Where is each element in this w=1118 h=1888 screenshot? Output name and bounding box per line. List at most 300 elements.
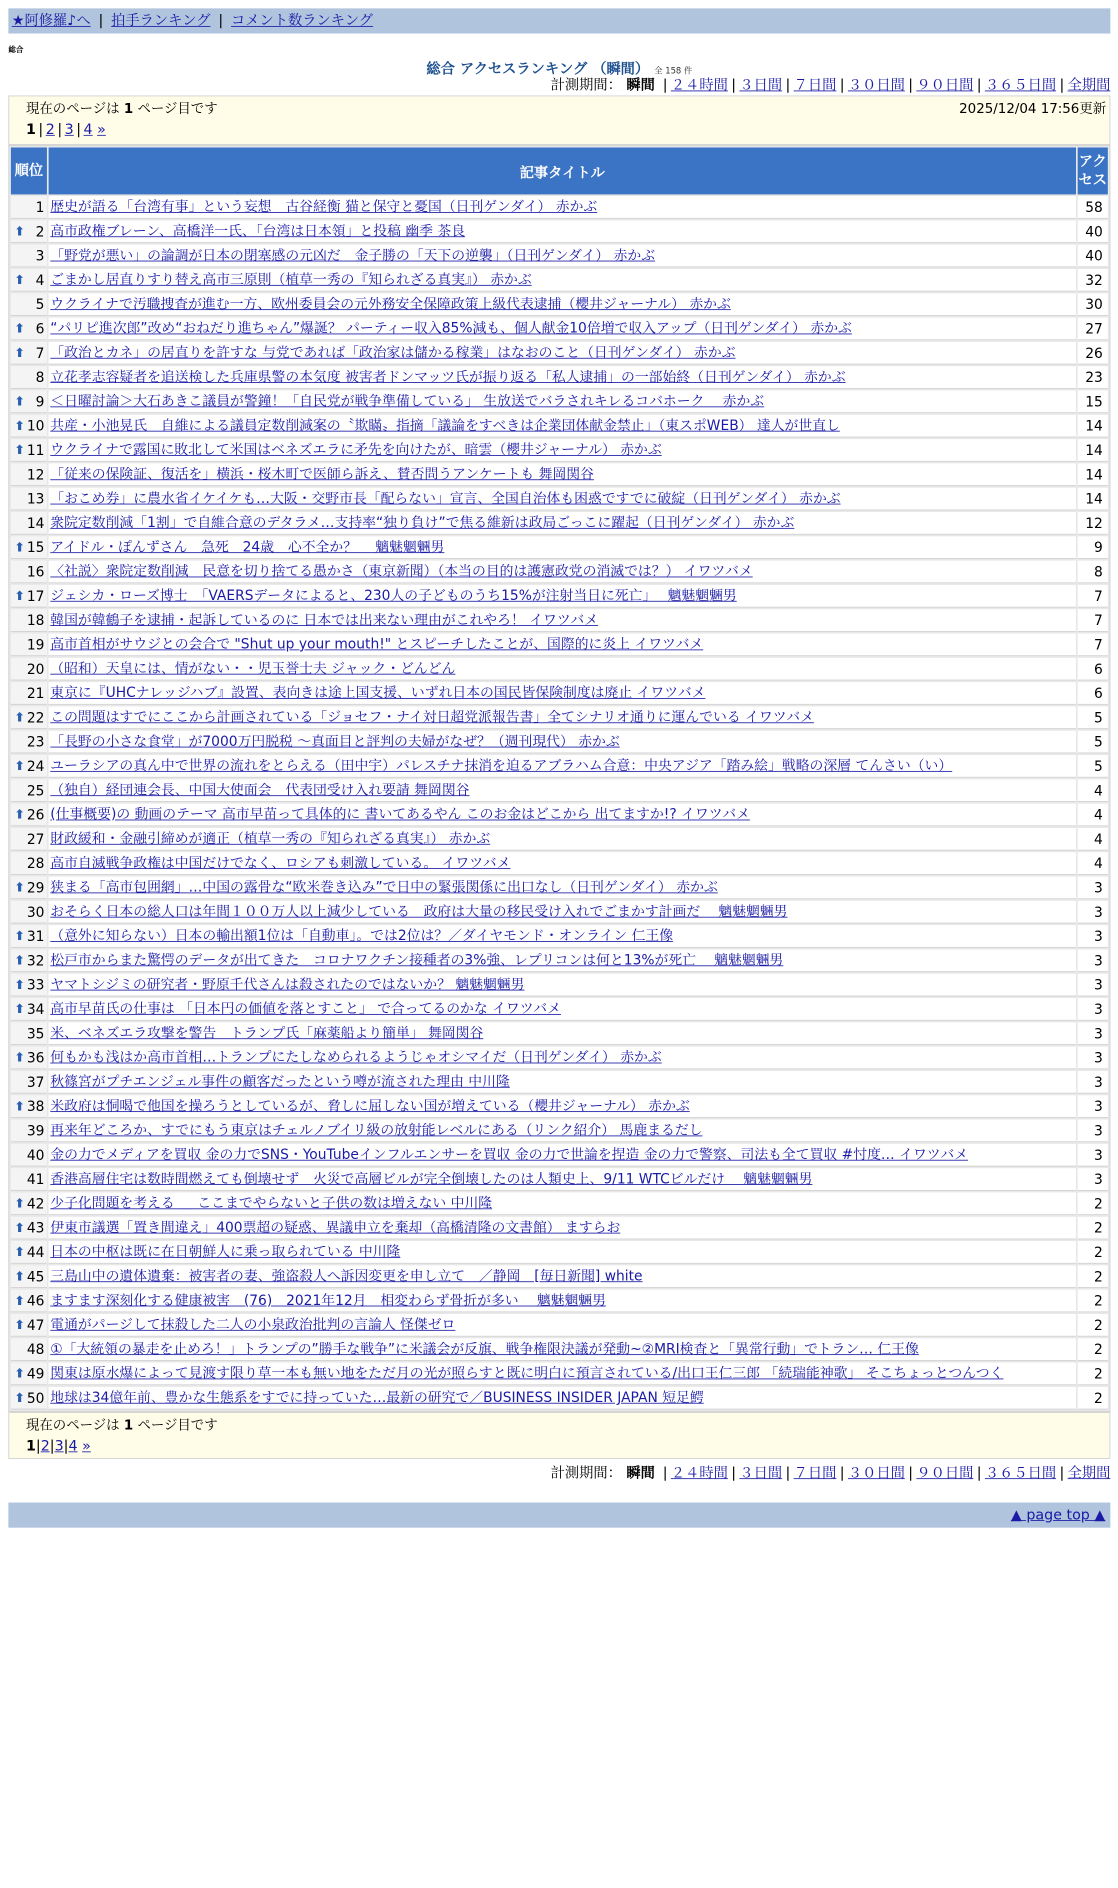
access-count: 3 [1078,1120,1108,1143]
access-count: 40 [1078,220,1108,243]
up-arrow-icon: ⬆ [14,1390,25,1406]
access-count: 4 [1078,828,1108,851]
article-link[interactable]: ジェシカ・ローズ博士 「VAERSデータによると、230人の子どものうち15%が注射当日に死亡」 魑魅魍魎男 [50,587,737,604]
up-arrow-icon: ⬆ [14,418,25,434]
article-link[interactable]: ＜日曜討論＞大石あきこ議員が警鐘！「自民党が戦争準備している」 生放送でバラされキレるコバホーク 赤かぶ [50,393,765,409]
up-arrow-icon: ⬆ [14,1317,25,1333]
access-count: 3 [1078,1168,1108,1191]
title-cell [49,1047,1076,1070]
title-cell [49,220,1076,243]
rank-cell [11,512,47,535]
table-row [11,658,1108,681]
page-info-bottom [8,1412,1110,1459]
title-cell [49,585,1076,608]
rank-number: 43 [26,1219,45,1236]
rank-number: 19 [26,636,45,653]
rank-number: 14 [26,514,45,531]
table-row [11,682,1108,705]
period-link[interactable]: ３６５日間 [984,77,1057,94]
access-count: 2 [1078,1192,1108,1215]
title-cell [49,439,1076,462]
article-link[interactable]: 高市首相がサウジとの会合で "Shut up your mouth!" とスピーチしたことが、国際的に炎上 イワツバメ [50,636,704,652]
pager-separator: | [49,1438,55,1455]
rank-number: 6 [35,320,45,337]
rank-number: 28 [26,855,45,872]
title-cell [49,463,1076,486]
up-arrow-icon: ⬆ [14,879,25,895]
article-link[interactable]: 秋篠宮がプチエンジェル事件の顧客だったという噂が流された理由 中川隆 [50,1073,510,1090]
table-row [11,852,1108,875]
article-link[interactable]: “パリピ進次郎”改め“おねだり進ちゃん”爆誕？ パーティー収入85%減も、個人献金10倍増で収入アップ（日刊ゲンダイ） 赤かぶ [50,320,852,337]
table-row [11,949,1108,972]
title-cell [49,852,1076,875]
up-arrow-icon: ⬆ [14,952,25,968]
title-cell [49,245,1076,268]
rank-cell [11,901,47,924]
period-link[interactable]: ３日間 [739,1464,783,1482]
access-count: 14 [1078,415,1108,438]
period-link[interactable]: ３０日間 [847,1464,905,1482]
access-count: 15 [1078,391,1108,414]
table-row [11,196,1108,219]
rank-number: 22 [26,709,45,726]
access-count: 9 [1078,536,1108,559]
page-info-top [8,96,1110,145]
rank-cell [11,585,47,608]
table-row [11,269,1108,292]
article-link[interactable]: ウクライナで汚職捜査が進む一方、欧州委員会の元外務安全保障政策上級代表逮捕（櫻井ジャーナル） 赤かぶ [50,295,731,312]
title-cell [49,804,1076,827]
rank-number: 5 [35,296,45,313]
article-link[interactable]: 米政府は恫喝で他国を操ろうとしているが、脅しに屈しない国が増えている（櫻井ジャーナル） 赤かぶ [50,1097,690,1114]
table-row [11,998,1108,1021]
article-link[interactable]: ごまかし居直りすり替え高市三原則（植草一秀の『知られざる真実』） 赤かぶ [50,271,532,288]
period-separator: | [662,77,668,94]
period-link[interactable]: ７日間 [793,77,837,94]
table-row [11,463,1108,486]
article-link[interactable]: 米、ベネズエラ攻撃を警告 トランプ氏「麻薬船より簡単」 舞岡関谷 [50,1024,484,1041]
rank-cell [11,998,47,1021]
access-count: 58 [1078,196,1108,219]
period-link[interactable]: ３０日間 [847,77,905,94]
pager-next-link[interactable]: » [97,121,106,139]
table-row [11,585,1108,608]
article-link[interactable]: 「政治とカネ」の居直りを許すな 与党であれば「政治家は儲かる稼業」はなおのこと（日刊ゲンダイ） 赤かぶ [50,344,736,361]
table-row [11,634,1108,657]
rank-number: 23 [26,733,45,750]
article-link[interactable]: 地球は34億年前、豊かな生態系をすでに持っていた…最新の研究で／BUSINESS INSIDER JAPAN 短足鰐 [50,1389,704,1406]
rank-cell [11,1095,47,1118]
access-count: 5 [1078,755,1108,778]
access-count: 40 [1078,245,1108,268]
pager-link[interactable]: 4 [83,121,93,139]
table-row [11,536,1108,559]
title-cell [49,293,1076,316]
rank-number: 15 [26,539,45,556]
title-cell [49,1314,1076,1337]
article-link[interactable]: 三島山中の遺体遺棄：被害者の妻、強盗殺人へ訴因変更を申し立て ／静岡 [毎日新聞] white [50,1267,643,1284]
clap-ranking-link[interactable]: 拍手ランキング [111,12,211,30]
article-link[interactable]: （昭和）天皇には、情がない・・児玉誉士夫 ジャック・どんどん [50,660,456,677]
table-row [11,828,1108,851]
title-cell [49,901,1076,924]
rank-cell [11,342,47,365]
pagination-bottom [26,1435,1106,1457]
title-cell [49,1144,1076,1167]
article-link[interactable]: ユーラシアの真ん中で世界の流れをとらえる（田中宇）パレスチナ抹消を迫るアブラハム合意：中央アジア「踏み絵」戦略の深層 てんさい（い） [50,757,953,774]
period-link[interactable]: ３日間 [739,77,783,94]
rank-cell [11,415,47,438]
rank-cell [11,609,47,632]
rank-number: 17 [26,587,45,604]
article-link[interactable]: 関東は原水爆によって見渡す限り草一本も無い地をただ月の光が照らすと既に明白に預言されている/出口王仁三郎 「続瑞能神歌」 そこちょっとつんつく [50,1365,1004,1382]
rank-cell [11,877,47,900]
title-cell [49,561,1076,584]
access-count: 3 [1078,1022,1108,1045]
title-cell [49,1387,1076,1410]
pager-link[interactable]: 2 [45,121,55,139]
article-link[interactable]: 「おこめ券」に農水省イケイケも…大阪・交野市長「配らない」宣言、全国自治体も困惑ですでに破綻（日刊ゲンダイ） 赤かぶ [50,490,841,507]
period-separator: | [731,77,737,94]
table-row [11,1120,1108,1143]
pager-link[interactable]: 3 [64,121,74,139]
article-link[interactable]: 何もかも浅はか高市首相…トランプにたしなめられるようじゃオシマイだ（日刊ゲンダイ） 赤かぶ [50,1049,662,1066]
rank-cell [11,852,47,875]
article-link[interactable]: 東京に『UHCナレッジハブ』設置、表向きは途上国支援、いずれ日本の国民皆保険制度は廃止 イワツバメ [50,684,706,701]
rank-cell [11,391,47,414]
article-link[interactable]: 財政緩和・金融引締めが適正（植草一秀の『知られざる真実』） 赤かぶ [50,830,491,847]
rank-number: 40 [26,1146,45,1163]
access-count: 3 [1078,998,1108,1021]
rank-cell [11,1144,47,1167]
access-count: 23 [1078,366,1108,389]
article-link[interactable]: 共産・小池晃氏 自維による議員定数削減案の〝欺瞞〟指摘「議論をすべきは企業団体献金禁止」（東スポWEB） 達人が世直し [50,417,840,434]
rank-cell [11,1047,47,1070]
title-cell [49,536,1076,559]
up-arrow-icon: ⬆ [14,1365,25,1382]
up-arrow-icon: ⬆ [14,588,25,604]
period-separator: | [908,1464,914,1482]
article-link[interactable]: 少子化問題を考える ＿ ここまでやらないと子供の数は増えない 中川隆 [50,1194,493,1211]
period-separator: | [785,77,791,94]
rank-cell [11,561,47,584]
title-cell [49,1095,1076,1118]
rank-number: 45 [26,1268,45,1285]
rank-number: 27 [26,830,45,847]
rank-cell [11,974,47,997]
title-cell [49,1120,1076,1143]
table-row [11,1363,1108,1386]
rank-number: 47 [26,1316,45,1333]
article-link[interactable]: (仕事概要)の 動画のテーマ 高市早苗って具体的に 書いてあるやん このお金はどこから 出てますか!? イワツバメ [50,806,750,823]
period-selector-top [8,75,1110,95]
nav-separator: | [98,12,104,30]
page-title [8,57,1110,78]
rank-cell [11,1120,47,1143]
article-link[interactable]: ヤマトシジミの研究者・野原千代さんは殺されたのではないか？ 魑魅魍魎男 [50,976,525,993]
article-link[interactable]: アイドル・ぽんずさん 急死 24歳 心不全か？ 魑魅魍魎男 [50,538,445,555]
rank-cell [11,1168,47,1191]
page-status: 現在のページは 1 ページ目です [25,100,218,117]
rank-number: 39 [26,1122,45,1139]
table-row [11,609,1108,632]
article-link[interactable]: ①「大統領の暴走を止めろ！」トランプの”勝手な戦争”に米議会が反旗、戦争権限決議が発動~②MRI検査と「異常行動」でトラン… 仁王像 [50,1340,919,1357]
page-title-text: 総合 アクセスランキング （瞬間） [426,61,650,78]
table-row [11,1387,1108,1410]
access-count: 27 [1078,318,1108,341]
pager-separator: | [63,1438,69,1455]
access-count: 4 [1078,852,1108,875]
article-link[interactable]: 高市早苗氏の仕事は 「日本円の価値を落とすこと」 で合ってるのかな イワツバメ [50,1000,561,1017]
period-link[interactable]: ９０日間 [916,77,974,94]
up-arrow-icon: ⬆ [14,1050,25,1066]
access-count: 3 [1078,974,1108,997]
title-cell [49,706,1076,729]
rank-cell [11,731,47,754]
table-row [11,488,1108,511]
pager-current: 1 [25,121,36,139]
access-count: 14 [1078,488,1108,511]
table-row [11,1290,1108,1313]
home-link[interactable]: ★阿修羅♪へ [11,12,91,30]
article-link[interactable]: ウクライナで露国に敗北して米国はベネズエラに矛先を向けたが、暗雲（櫻井ジャーナル） 赤かぶ [50,441,662,458]
rank-number: 49 [26,1365,45,1382]
article-link[interactable]: 狭まる「高市包囲網」…中国の露骨な“欧米巻き込み”で日中の緊張関係に出口なし（日刊ゲンダイ） 赤かぶ [50,879,718,895]
period-selector-bottom [8,1463,1110,1483]
table-row [11,1314,1108,1337]
article-link[interactable]: ますます深刻化する健康被害 (76) 2021年12月 相変わらず骨折が多い 魑魅魍魎男 [50,1292,606,1309]
rank-cell [11,925,47,948]
category-label: 総合 [8,46,24,55]
rank-cell [11,706,47,729]
table-row [11,245,1108,268]
article-link[interactable]: 再来年どころか、すでにもう東京はチェルノブイリ級の放射能レベルにある（リンク紹介） 馬鹿まるだし [50,1122,703,1139]
rank-cell [11,366,47,389]
rank-number: 18 [26,612,45,629]
rank-number: 35 [26,1025,45,1042]
period-link[interactable]: ２４時間 [670,77,728,94]
rank-cell [11,804,47,827]
period-separator: | [662,1464,668,1482]
up-arrow-icon: ⬆ [14,272,25,288]
pagination-top [26,119,1106,141]
article-link[interactable]: （意外に知らない）日本の輸出額1位は「自動車」。では2位は？／ダイヤモンド・オンライン 仁王像 [50,927,674,944]
up-arrow-icon: ⬆ [14,806,25,823]
period-label: 計測期間： [550,77,622,94]
up-arrow-icon: ⬆ [14,320,25,337]
article-link[interactable]: （独自）経団連会長、中国大使面会 代表団受け入れ要請 舞岡関谷 [50,781,470,798]
title-cell [49,949,1076,972]
period-separator: | [839,1464,845,1482]
article-link[interactable]: 「長野の小さな食堂」が7000万円脱税 ～真面目と評判の夫婦がなぜ？（週刊現代） 赤かぶ [50,733,620,750]
article-link[interactable]: 「従来の保険証、復活を」横浜・桜木町で医師ら訴え、賛否問うアンケートも 舞岡関谷 [50,465,594,482]
period-separator: | [785,1464,791,1482]
period-link[interactable]: ２４時間 [670,1464,728,1482]
rank-cell [11,658,47,681]
period-separator: | [839,77,845,94]
access-count: 2 [1078,1217,1108,1240]
article-link[interactable]: おそらく日本の総人口は年間１００万人以上減少している 政府は大量の移民受け入れでごまかす計画だ 魑魅魍魎男 [50,903,788,920]
rank-number: 9 [35,393,45,410]
table-row [11,1144,1108,1167]
article-link[interactable]: 立花孝志容疑者を追送検した兵庫県警の本気度 被害者ドンマッツ氏が振り返る「私人逮捕」の一部始終（日刊ゲンダイ） 赤かぶ [50,368,846,385]
table-row [11,706,1108,729]
access-count: 2 [1078,1241,1108,1264]
rank-number: 21 [26,685,45,701]
access-count: 3 [1078,877,1108,900]
period-link[interactable]: ９０日間 [916,1464,974,1482]
rank-cell [11,269,47,292]
rank-cell [11,634,47,657]
table-row [11,1022,1108,1045]
updated-timestamp: 2025/12/04 17:56更新 [959,100,1107,117]
table-row [11,342,1108,365]
table-row [11,318,1108,341]
rank-number: 37 [26,1073,45,1090]
up-arrow-icon: ⬆ [14,345,25,361]
period-link[interactable]: 全期間 [1067,77,1111,94]
title-cell [49,828,1076,851]
rank-number: 30 [26,903,45,920]
pager-link[interactable]: 3 [54,1438,64,1455]
article-link[interactable]: 電通がパージして抹殺した二人の小泉政治批判の言論人 怪傑ゼロ [50,1316,456,1333]
table-row [11,366,1108,389]
rank-cell [11,293,47,316]
rank-number: 46 [26,1292,45,1309]
period-current: 瞬間 [626,1464,655,1482]
title-cell [49,755,1076,778]
title-cell [49,391,1076,414]
title-header: 記事タイトル [49,147,1076,194]
up-arrow-icon: ⬆ [14,1268,25,1284]
title-cell [49,1022,1076,1045]
up-arrow-icon: ⬆ [14,1293,25,1309]
title-cell [49,998,1076,1021]
article-link[interactable]: 香港高層住宅は数時間燃えても倒壊せず 火災で高層ビルが完全倒壊したのは人類史上、9/11 WTCビルだけ 魑魅魍魎男 [50,1170,813,1187]
page-top-link[interactable]: ▲ page top ▲ [1010,1506,1106,1524]
rank-number: 26 [26,806,45,823]
access-count: 4 [1078,804,1108,827]
title-cell [49,1363,1076,1386]
access-count: 5 [1078,731,1108,754]
rank-cell [11,1338,47,1361]
pager-separator: | [35,1438,41,1455]
article-link[interactable]: 金の力でメディアを買収 金の力でSNS・YouTubeインフルエンサーを買収 金の力で世論を捏造 金の力で警察、司法も全て買収 #忖度… イワツバメ [50,1146,969,1163]
period-link[interactable]: ７日間 [793,1464,837,1482]
rank-number: 42 [26,1195,45,1212]
title-cell [49,1192,1076,1215]
article-link[interactable]: 韓国が韓鶴子を逮捕・起訴しているのに 日本では出来ない理由がこれやろ！ イワツバメ [50,611,599,628]
pager-next-link[interactable]: » [82,1438,91,1455]
rank-cell [11,245,47,268]
access-count: 2 [1078,1265,1108,1288]
table-row [11,1071,1108,1094]
period-separator: | [1059,1464,1065,1482]
access-count: 30 [1078,293,1108,316]
rank-cell [11,1290,47,1313]
up-arrow-icon: ⬆ [14,442,25,458]
rank-cell [11,196,47,219]
rank-number: 41 [26,1171,45,1188]
table-row [11,439,1108,462]
table-row [11,925,1108,948]
article-link[interactable]: 高市自滅戦争政権は中国だけでなく、ロシアも刺激している。 イワツバメ [50,854,511,871]
table-row [11,974,1108,997]
table-row [11,1241,1108,1264]
period-label: 計測期間： [550,1464,622,1482]
comment-ranking-link[interactable]: コメント数ランキング [231,12,374,30]
rank-cell [11,1022,47,1045]
access-count: 3 [1078,949,1108,972]
access-count: 6 [1078,658,1108,681]
rank-cell [11,755,47,778]
article-link[interactable]: 伊東市議選「置き間違え」400票超の疑惑、異議申立を棄却（高橋清隆の文書館） ますらお [50,1219,621,1236]
access-count: 2 [1078,1363,1108,1386]
rank-number: 10 [26,417,45,434]
period-link[interactable]: ３６５日間 [984,1464,1057,1482]
pager-link[interactable]: 2 [40,1438,50,1455]
pager-separator: | [57,121,63,139]
access-count: 6 [1078,682,1108,705]
access-count: 3 [1078,1144,1108,1167]
rank-number: 8 [35,369,45,386]
title-cell [49,1217,1076,1240]
article-link[interactable]: 日本の中枢は既に在日朝鮮人に乗っ取られている 中川隆 [50,1243,401,1260]
rank-number: 48 [26,1341,45,1358]
total-count: 全 158 件 [654,67,693,77]
page-status: 現在のページは 1 ページ目です [25,1417,218,1433]
article-link[interactable]: 松戸市からまた驚愕のデータが出てきた コロナワクチン接種者の3%強、レプリコンは何と13%が死亡 魑魅魍魎男 [50,951,784,968]
article-link[interactable]: 「野党が悪い」の論調が日本の閉塞感の元凶だ 金子勝の「天下の逆襲」（日刊ゲンダイ） 赤かぶ [50,247,656,264]
title-cell [49,1290,1076,1313]
table-row [11,415,1108,438]
rank-number: 16 [26,563,45,580]
period-link[interactable]: 全期間 [1067,1464,1111,1482]
article-link[interactable]: 高市政権ブレーン、高橋洋一氏、「台湾は日本領」と投稿 幽季 茶良 [50,222,466,239]
title-cell [49,877,1076,900]
rank-number: 11 [26,442,45,458]
title-cell [49,658,1076,681]
table-row [11,391,1108,414]
table-row [11,804,1108,827]
title-cell [49,974,1076,997]
rank-number: 50 [26,1389,45,1406]
table-row [11,1047,1108,1070]
table-row [11,1265,1108,1288]
table-row [11,1168,1108,1191]
period-separator: | [908,77,914,94]
article-link[interactable]: 〈社説〉衆院定数削減 民意を切り捨てる愚かさ（東京新聞）（本当の目的は護憲政党の消滅では？） イワツバメ [50,563,753,580]
nav-separator: | [218,12,224,30]
pager-current: 1 [25,1438,36,1455]
table-row [11,779,1108,802]
up-arrow-icon: ⬆ [14,758,25,774]
rank-number: 12 [26,466,45,483]
table-row [11,293,1108,316]
title-cell [49,1168,1076,1191]
table-row [11,1338,1108,1361]
article-link[interactable]: 衆院定数削減「1割」で自維合意のデタラメ…支持率“独り負け”で焦る維新は政局ごっこに躍起（日刊ゲンダイ） 赤かぶ [50,514,795,531]
rank-number: 2 [35,223,45,240]
period-current: 瞬間 [626,77,655,94]
pager-link[interactable]: 4 [68,1438,78,1455]
article-link[interactable]: 歴史が語る「台湾有事」という妄想 古谷経衡 猫と保守と憂国（日刊ゲンダイ） 赤かぶ [50,198,598,215]
access-count: 2 [1078,1290,1108,1313]
article-link[interactable]: この問題はすでにここから計画されている「ジョセフ・ナイ対日超党派報告書」全てシナリオ通りに運んでいる イワツバメ [50,708,814,725]
rank-number: 1 [35,199,45,215]
access-count: 2 [1078,1387,1108,1410]
up-arrow-icon: ⬆ [14,977,25,993]
